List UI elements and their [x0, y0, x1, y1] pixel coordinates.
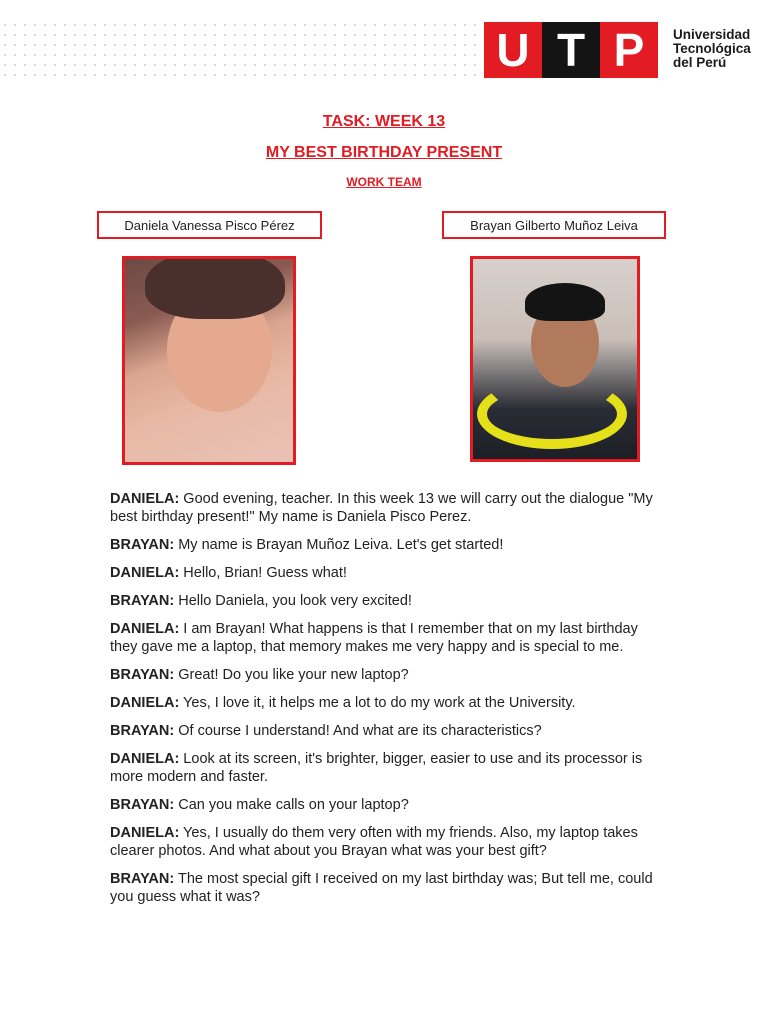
dot-pattern-decoration: [0, 20, 480, 80]
dialogue-line: [110, 536, 660, 554]
photo-daniela: [122, 256, 296, 465]
speaker-label: BRAYAN:: [110, 593, 175, 609]
photo-brayan: [470, 256, 640, 462]
speaker-label: DANIELA:: [110, 751, 180, 767]
dialogue-text: The most special gift I received on my last birthday was; But tell me, could you guess what it was?: [110, 871, 653, 905]
speaker-label: DANIELA:: [110, 825, 180, 841]
dialogue-line: [110, 620, 660, 656]
dialogue-text: Good evening, teacher. In this week 13 we will carry out the dialogue "My best birthday present!" My name is Daniela Pisco Perez.: [110, 491, 653, 525]
task-title: TASK: WEEK 13: [322, 113, 446, 130]
dialogue-line: [110, 592, 660, 610]
dialogue-text: Yes, I love it, it helps me a lot to do my work at the University.: [179, 695, 576, 711]
dialogue-text: Of course I understand! And what are its characteristics?: [174, 723, 542, 739]
speaker-label: DANIELA:: [110, 621, 180, 637]
dialogue-line: [110, 694, 660, 712]
dialogue-line: [110, 666, 660, 684]
dialogue-text: Hello, Brian! Guess what!: [179, 565, 347, 581]
photo-hair-shape: [145, 256, 285, 319]
dialogue-line: [110, 796, 660, 814]
photo-hair-shape: [525, 283, 605, 321]
speaker-label: DANIELA:: [110, 491, 180, 507]
university-name-line: Universidad: [673, 27, 751, 42]
topic-title: MY BEST BIRTHDAY PRESENT: [265, 144, 503, 161]
dialogue-text: Yes, I usually do them very often with my friends. Also, my laptop takes clearer photos. And what about you Brayan what was your best gift?: [110, 825, 638, 859]
dialogue-text: I am Brayan! What happens is that I remember that on my last birthday they gave me a laptop, that memory makes me very happy and is special to me.: [110, 621, 638, 655]
utp-logo: [484, 22, 658, 78]
dialogue-line: [110, 564, 660, 582]
logo-letter-t: T: [542, 22, 600, 78]
speaker-label: DANIELA:: [110, 565, 180, 581]
speaker-label: BRAYAN:: [110, 723, 175, 739]
university-name-line: del Perú: [673, 55, 727, 70]
dialogue-text: Look at its screen, it's brighter, bigger, easier to use and its processor is more modern and faster.: [110, 751, 643, 785]
dialogue-line: [110, 870, 660, 906]
speaker-label: DANIELA:: [110, 695, 180, 711]
dialogue: [110, 490, 660, 916]
team-member-name-daniela: Daniela Vanessa Pisco Pérez: [97, 211, 322, 239]
dialogue-text: Can you make calls on your laptop?: [174, 797, 409, 813]
dialogue-line: [110, 490, 660, 526]
dialogue-text: Great! Do you like your new laptop?: [174, 667, 409, 683]
dialogue-line: [110, 824, 660, 860]
logo-letter-u: U: [484, 22, 542, 78]
speaker-label: BRAYAN:: [110, 667, 175, 683]
university-name-line: Tecnológica: [673, 41, 751, 56]
speaker-label: BRAYAN:: [110, 871, 175, 887]
dialogue-line: [110, 722, 660, 740]
dialogue-line: [110, 750, 660, 786]
university-name: [673, 28, 751, 70]
photo-garland-shape: [477, 379, 627, 449]
speaker-label: BRAYAN:: [110, 537, 175, 553]
dialogue-text: My name is Brayan Muñoz Leiva. Let's get started!: [174, 537, 504, 553]
dialogue-text: Hello Daniela, you look very excited!: [174, 593, 412, 609]
speaker-label: BRAYAN:: [110, 797, 175, 813]
team-member-name-brayan: Brayan Gilberto Muñoz Leiva: [442, 211, 666, 239]
logo-letter-p: P: [600, 22, 658, 78]
work-team-heading: WORK TEAM: [346, 175, 422, 189]
